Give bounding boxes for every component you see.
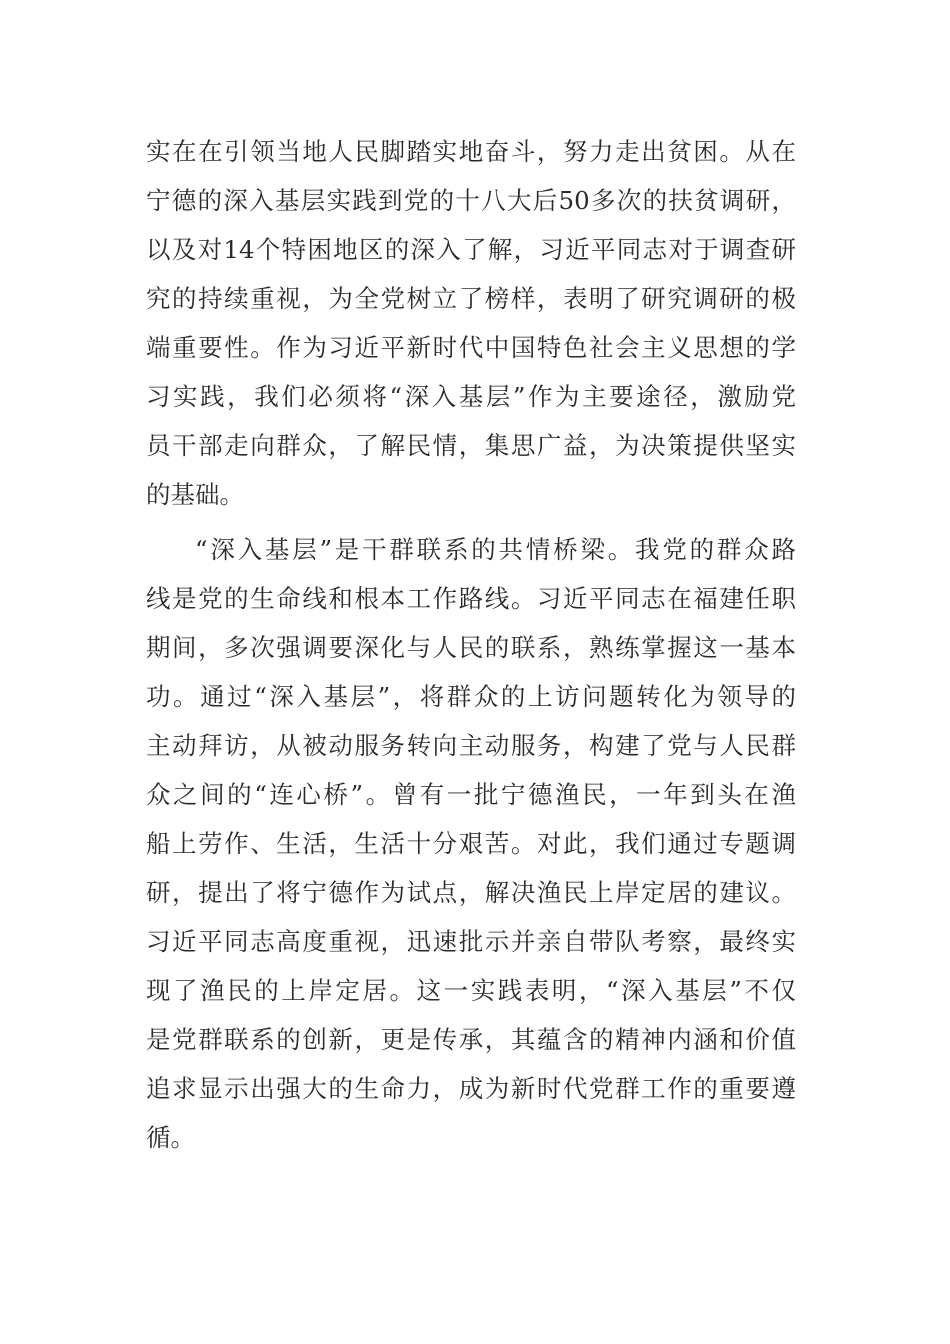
text-line: 期间，多次强调要深化与人民的联系，熟练掌握这一基本	[146, 633, 796, 662]
text-line: 研，提出了将宁德作为试点，解决渔民上岸定居的建议。	[146, 878, 796, 907]
text-line: 功。通过“深入基层”，将群众的上访问题转化为领导的	[146, 682, 796, 711]
text-line: 船上劳作、生活，生活十分艰苦。对此，我们通过专题调	[146, 829, 796, 858]
text-line: 端重要性。作为习近平新时代中国特色社会主义思想的学	[146, 333, 796, 362]
text-line: 习实践，我们必须将“深入基层”作为主要途径，激励党	[146, 382, 796, 411]
text-line: 究的持续重视，为全党树立了榜样，表明了研究调研的极	[146, 284, 796, 313]
paragraph-first-line: “深入基层”是干群联系的共情桥梁。我党的群众路	[195, 535, 796, 564]
text-line: 追求显示出强大的生命力，成为新时代党群工作的重要遵	[146, 1074, 796, 1103]
text-line: 主动拜访，从被动服务转向主动服务，构建了党与人民群	[146, 731, 796, 760]
text-line: 众之间的“连心桥”。曾有一批宁德渔民，一年到头在渔	[146, 780, 796, 809]
text-line: 实在在引领当地人民脚踏实地奋斗，努力走出贫困。从在	[146, 137, 796, 166]
text-line: 宁德的深入基层实践到党的十八大后50多次的扶贫调研，	[146, 186, 796, 215]
text-line: 以及对14个特困地区的深入了解，习近平同志对于调查研	[146, 235, 796, 264]
text-line: 的基础。	[146, 480, 244, 509]
text-line: 员干部走向群众，了解民情，集思广益，为决策提供坚实	[146, 431, 796, 460]
text-line: 是党群联系的创新，更是传承，其蕴含的精神内涵和价值	[146, 1025, 796, 1054]
text-line: 现了渔民的上岸定居。这一实践表明，“深入基层”不仅	[146, 976, 796, 1005]
text-line: 循。	[146, 1123, 195, 1152]
text-line: 习近平同志高度重视，迅速批示并亲自带队考察，最终实	[146, 927, 796, 956]
text-line: 线是党的生命线和根本工作路线。习近平同志在福建任职	[146, 584, 796, 613]
